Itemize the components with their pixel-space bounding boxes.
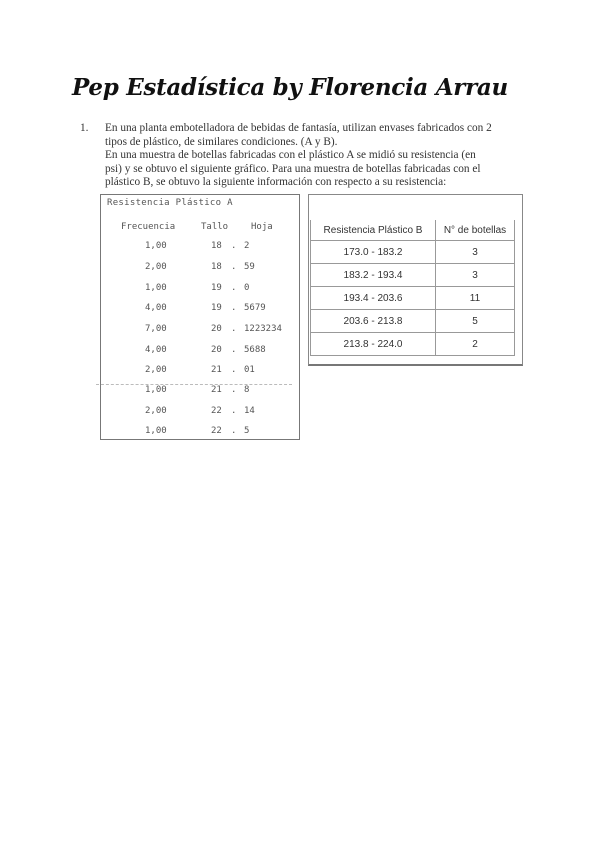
cell-tallo: 21 [211, 365, 222, 375]
cell-frecuencia: 1,00 [145, 385, 167, 395]
cell-tallo: 22 [211, 426, 222, 436]
cell-frecuencia: 1,00 [145, 241, 167, 251]
table-row [101, 345, 299, 365]
cell-count: 11 [436, 287, 515, 310]
cell-hoja: 0 [244, 283, 250, 293]
table-row [311, 241, 515, 264]
cell-frecuencia: 2,00 [145, 262, 167, 272]
page-title: Pep Estadística by Florencia Arrau [72, 74, 508, 101]
cell-count: 2 [436, 333, 515, 356]
question-line: plástico B, se obtuvo la siguiente información con respecto a su resistencia: [105, 176, 447, 188]
cell-hoja: 5 [244, 426, 250, 436]
cell-tallo: 19 [211, 283, 222, 293]
table-row [101, 262, 299, 282]
header-resistencia-plastico-b: Resistencia Plástico B [311, 220, 436, 241]
cell-interval: 173.0 - 183.2 [311, 241, 436, 264]
table-row [101, 283, 299, 303]
cell-separator: . [231, 241, 237, 251]
table-row [311, 264, 515, 287]
cell-interval: 193.4 - 203.6 [311, 287, 436, 310]
header-hoja: Hoja [251, 222, 273, 232]
cell-frecuencia: 7,00 [145, 324, 167, 334]
table-row [101, 241, 299, 261]
cell-separator: . [231, 303, 237, 313]
question-line: tipos de plástico, de similares condiciones. (A y B). [105, 135, 338, 148]
table-row [311, 333, 515, 356]
question-line: En una planta embotelladora de bebidas de fantasía, utilizan envases fabricados con 2 [105, 122, 492, 134]
cell-interval: 203.6 - 213.8 [311, 310, 436, 333]
cell-separator: . [231, 365, 237, 375]
cell-hoja: 2 [244, 241, 250, 251]
cell-hoja: 14 [244, 406, 255, 416]
table-header-row [311, 220, 515, 241]
cell-tallo: 22 [211, 406, 222, 416]
cell-frecuencia: 2,00 [145, 365, 167, 375]
cell-tallo: 20 [211, 324, 222, 334]
cell-separator: . [231, 283, 237, 293]
cell-count: 5 [436, 310, 515, 333]
cell-hoja: 8 [244, 385, 250, 395]
cell-count: 3 [436, 241, 515, 264]
table-row [101, 303, 299, 323]
table-row [101, 385, 299, 405]
question-number: 1. [80, 122, 89, 134]
cell-separator: . [231, 385, 237, 395]
table-row [101, 426, 299, 446]
cell-hoja: 5688 [244, 345, 266, 355]
cell-tallo: 18 [211, 262, 222, 272]
cell-separator: . [231, 426, 237, 436]
cell-tallo: 19 [211, 303, 222, 313]
cell-separator: . [231, 345, 237, 355]
cell-frecuencia: 1,00 [145, 283, 167, 293]
table-row [311, 310, 515, 333]
cell-separator: . [231, 324, 237, 334]
cell-separator: . [231, 262, 237, 272]
cell-frecuencia: 4,00 [145, 303, 167, 313]
cell-hoja: 59 [244, 262, 255, 272]
cell-frecuencia: 2,00 [145, 406, 167, 416]
cell-interval: 183.2 - 193.4 [311, 264, 436, 287]
cell-hoja: 1223234 [244, 324, 282, 334]
table-a-title: Resistencia Plástico A [107, 198, 233, 208]
table-row [311, 287, 515, 310]
table-row [101, 324, 299, 344]
question-text [105, 122, 515, 190]
frequency-table-plastic-b [310, 220, 515, 356]
question-line: En una muestra de botellas fabricadas con el plástico A se midió su resistencia (en [105, 149, 476, 161]
cell-tallo: 21 [211, 385, 222, 395]
cell-hoja: 5679 [244, 303, 266, 313]
cell-frecuencia: 1,00 [145, 426, 167, 436]
table-row [101, 365, 299, 385]
cell-tallo: 20 [211, 345, 222, 355]
question-line: psi) y se obtuvo el siguiente gráfico. Para una muestra de botellas fabricadas con el [105, 162, 481, 175]
cell-count: 3 [436, 264, 515, 287]
cell-tallo: 18 [211, 241, 222, 251]
cell-frecuencia: 4,00 [145, 345, 167, 355]
header-frecuencia: Frecuencia [121, 222, 176, 232]
header-n-botellas: N° de botellas [436, 220, 515, 241]
scan-dash-line [96, 384, 292, 385]
header-tallo: Tallo [201, 222, 229, 232]
table-row [101, 406, 299, 426]
cell-hoja: 01 [244, 365, 255, 375]
cell-separator: . [231, 406, 237, 416]
cell-interval: 213.8 - 224.0 [311, 333, 436, 356]
stem-leaf-table-plastic-a [100, 194, 300, 440]
